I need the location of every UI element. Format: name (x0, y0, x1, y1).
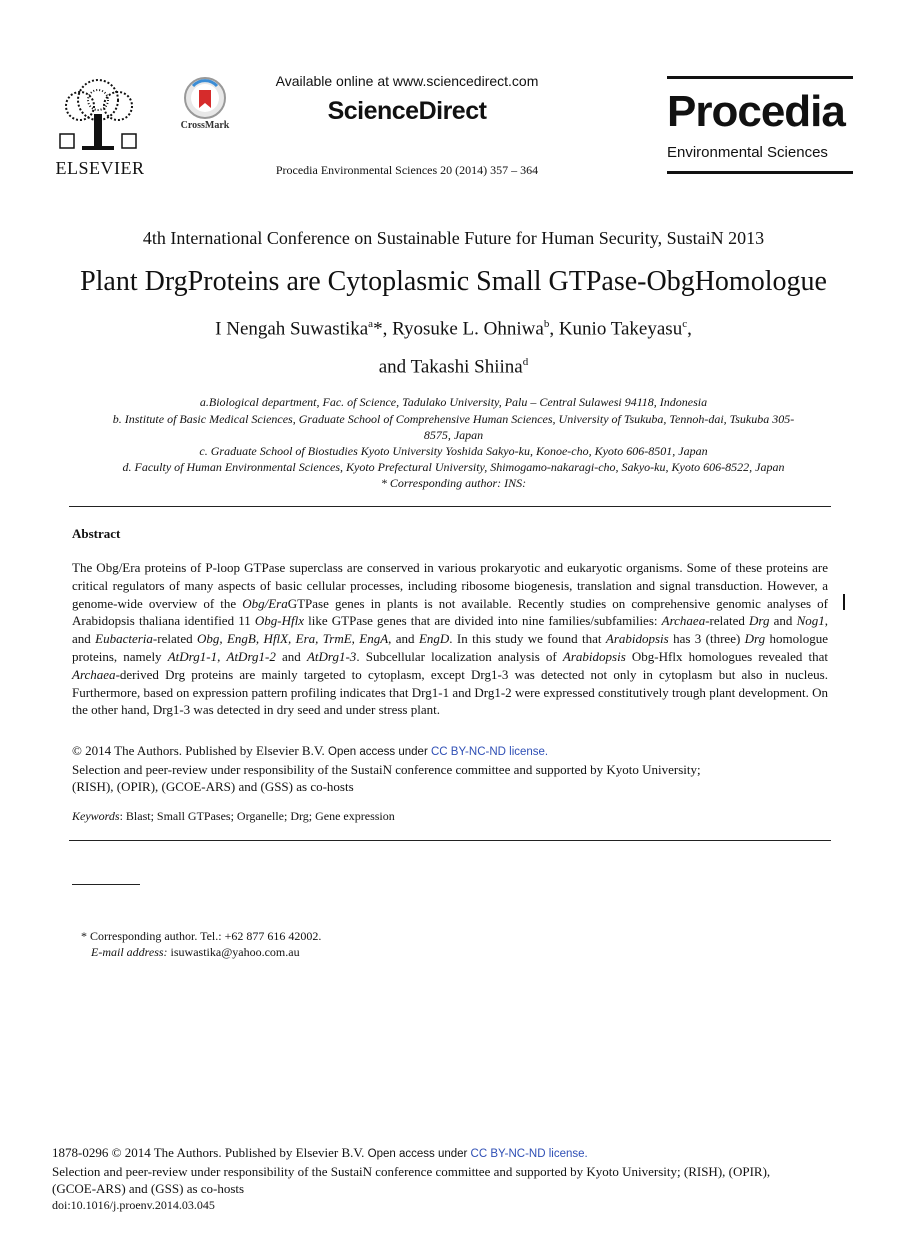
author-list-line-2 (0, 356, 907, 378)
keywords-line (72, 809, 395, 824)
peer-review-line: Selection and peer-review under responsibility of the SustaiN conference committee and supported by Kyoto University; (72, 762, 701, 777)
author-separator: , (687, 318, 692, 340)
author-name: I Nengah Suwastika (215, 318, 369, 340)
author-name: Kunio Takeyasu (558, 318, 683, 340)
affiliation-c: c. Graduate School of Biostudies Kyoto University Yoshida Sakyo-ku, Konoe-cho, Kyoto 606-8501, Japan (199, 444, 708, 458)
abstract-text: GTPase genes in plants is not available. Recently studies on comprehensive genomic analyses of Arabidopsis thaliana identified 11 (72, 595, 828, 629)
footer-open-access: Open access under (367, 1148, 471, 1160)
procedia-wordmark: Procedia (667, 87, 845, 136)
affiliation-mark: a (368, 318, 374, 330)
journal-citation: Procedia Environmental Sciences 20 (2014) 357 – 364 (275, 163, 539, 177)
elsevier-wordmark: ELSEVIER (55, 158, 145, 178)
crossmark-icon[interactable] (183, 76, 227, 120)
author-name: Takashi Shiina (410, 356, 523, 378)
email-label: E-mail address: (91, 945, 168, 959)
affiliation-mark: c (682, 318, 688, 330)
footer-license-link[interactable]: CC BY-NC-ND license. (470, 1148, 588, 1160)
abstract-text: . Subcellular localization analysis of (356, 648, 563, 664)
procedia-subtitle: Environmental Sciences (667, 144, 828, 161)
footer-doi[interactable]: doi:10.1016/j.proenv.2014.03.045 (52, 1198, 215, 1212)
abstract-text: and (275, 648, 307, 664)
abstract-body (72, 559, 828, 719)
footnote-phone: * Corresponding author. Tel.: +62 877 616 42002. (81, 929, 322, 943)
abstract-italic: Nog1 (796, 613, 825, 629)
elsevier-tree-logo (52, 76, 144, 156)
keywords-separator: : (119, 809, 126, 823)
abstract-text: -derived Drg proteins are mainly targeted to cytoplasm, except Drg1-3 was detected not only in cytoplasm but also in nucleus. Furthermore, based on expression pattern profiling indicates that Drg1-1 and Drg1-2 were expressed constitutively trough plant development. On the other hand, Drg1-3 was detected in dry seed and under stress plant. (72, 666, 828, 718)
affiliation-b: b. Institute of Basic Medical Sciences, Graduate School of Comprehensive Human Sciences, University of Tsukuba, Tennoh-dai, Tsukuba 305- (112, 412, 795, 426)
affiliation-mark: b (543, 318, 550, 330)
abstract-italic: Archaea (72, 666, 116, 682)
abstract-heading: Abstract (72, 526, 121, 541)
copyright-text: © 2014 The Authors. Published by Elsevier B.V. (72, 743, 329, 758)
abstract-text: Obg-Hflx homologues revealed that (625, 648, 828, 664)
copyright-line (72, 742, 832, 761)
footnote-email-line (81, 944, 321, 960)
divider-top (69, 506, 831, 507)
paper-title: Plant DrgProteins are Cytoplasmic Small GTPase-ObgHomologue (80, 266, 827, 297)
footer-peer-review: Selection and peer-review under responsibility of the SustaiN conference committee and supported by Kyoto University; (RISH), (OPIR), (52, 1164, 771, 1179)
procedia-bottom-rule (667, 171, 853, 174)
author-name: Ryosuke L. Ohniwa (392, 318, 544, 340)
footer-issn: 1878-0296 © 2014 The Authors. Published by Elsevier B.V. (52, 1145, 368, 1160)
keywords-value: Blast; Small GTPases; Organelle; Drg; Gene expression (125, 809, 395, 823)
email-address[interactable]: isuwastika@yahoo.com.au (167, 945, 300, 959)
procedia-top-rule (667, 76, 853, 79)
affiliation-a: a.Biological department, Fac. of Science, Tadulako University, Palu – Central Sulawesi 94118, Indonesia (199, 395, 708, 409)
co-hosts-line: (RISH), (OPIR), (GCOE-ARS) and (GSS) as co-hosts (72, 779, 354, 794)
crossmark-label: CrossMark (180, 120, 230, 131)
abstract-italic: Arabidopsis (562, 648, 626, 664)
abstract-italic: Arabidopsis (605, 631, 669, 647)
abstract-italic: AtDrg1-3 (306, 648, 357, 664)
author-separator: , (549, 318, 559, 340)
revision-change-bar (843, 594, 845, 610)
abstract-italic: AtDrg1-1 (167, 648, 218, 664)
abstract-text: , and (388, 631, 419, 647)
abstract-italic: Archaea (661, 613, 706, 629)
affiliation-b-cont: 8575, Japan (423, 428, 484, 442)
corresponding-mark: *, (373, 318, 393, 340)
abstract-italic: Drg (744, 631, 766, 647)
footer-co-hosts: (GCOE-ARS) and (GSS) as co-hosts (52, 1181, 245, 1196)
footer-issn-line (52, 1144, 872, 1163)
procedia-logo (667, 76, 853, 174)
abstract-text: has 3 (three) (668, 631, 745, 647)
abstract-text: The Obg/Era proteins of P-loop GTPase superclass are conserved in various prokaryotic and eukaryotic organisms. Some of these proteins are critical regulators of many aspects of basic cellular processes, including ribosome biogenesis, translation and signal transduction. However, a genome-wide overview of the (72, 560, 828, 611)
copyright-block (72, 742, 832, 795)
abstract-italic: Eubacteria (95, 631, 153, 647)
abstract-italic: Obg, EngB, HflX, Era, TrmE, EngA (196, 631, 389, 647)
keywords-label: Keywords (72, 809, 120, 823)
abstract-text: and (769, 613, 797, 629)
author-and: and (378, 356, 411, 378)
author-list-line-1 (0, 318, 907, 340)
open-access-text: Open access under (328, 746, 431, 758)
abstract-text: -related (705, 613, 750, 629)
abstract-text: , and (72, 613, 828, 647)
conference-name: 4th International Conference on Sustainable Future for Human Security, SustaiN 2013 (142, 228, 765, 248)
footnote-rule (72, 884, 140, 885)
affiliation-mark: d (522, 356, 529, 368)
corresponding-note: * Corresponding author: INS: (380, 476, 527, 490)
sciencedirect-logo: ScienceDirect (327, 97, 487, 125)
abstract-italic: EngD (418, 631, 450, 647)
available-online-text: Available online at www.sciencedirect.com (275, 73, 539, 89)
abstract-text: like GTPase genes that are divided into nine families/subfamilies: (303, 613, 662, 629)
license-link[interactable]: CC BY-NC-ND license. (430, 746, 549, 758)
abstract-italic: AtDrg1-2 (226, 648, 276, 664)
affiliation-d: d. Faculty of Human Environmental Sciences, Kyoto Prefectural University, Shimogamo-nakaragi-cho, Sakyo-ku, Kyoto 606-8522, Japan (122, 460, 785, 474)
abstract-text: , (217, 648, 227, 664)
page-footer (52, 1144, 872, 1214)
abstract-italic: Obg-Hflx (254, 613, 304, 629)
abstract-italic: Obg/Era (242, 595, 288, 611)
abstract-text: . In this study we found that (449, 631, 606, 647)
divider-bottom (69, 840, 831, 841)
abstract-text: -related (152, 631, 197, 647)
footnote-block (81, 928, 321, 960)
abstract-italic: Drg (749, 613, 770, 629)
abstract-text: homologue proteins, namely (72, 631, 829, 664)
